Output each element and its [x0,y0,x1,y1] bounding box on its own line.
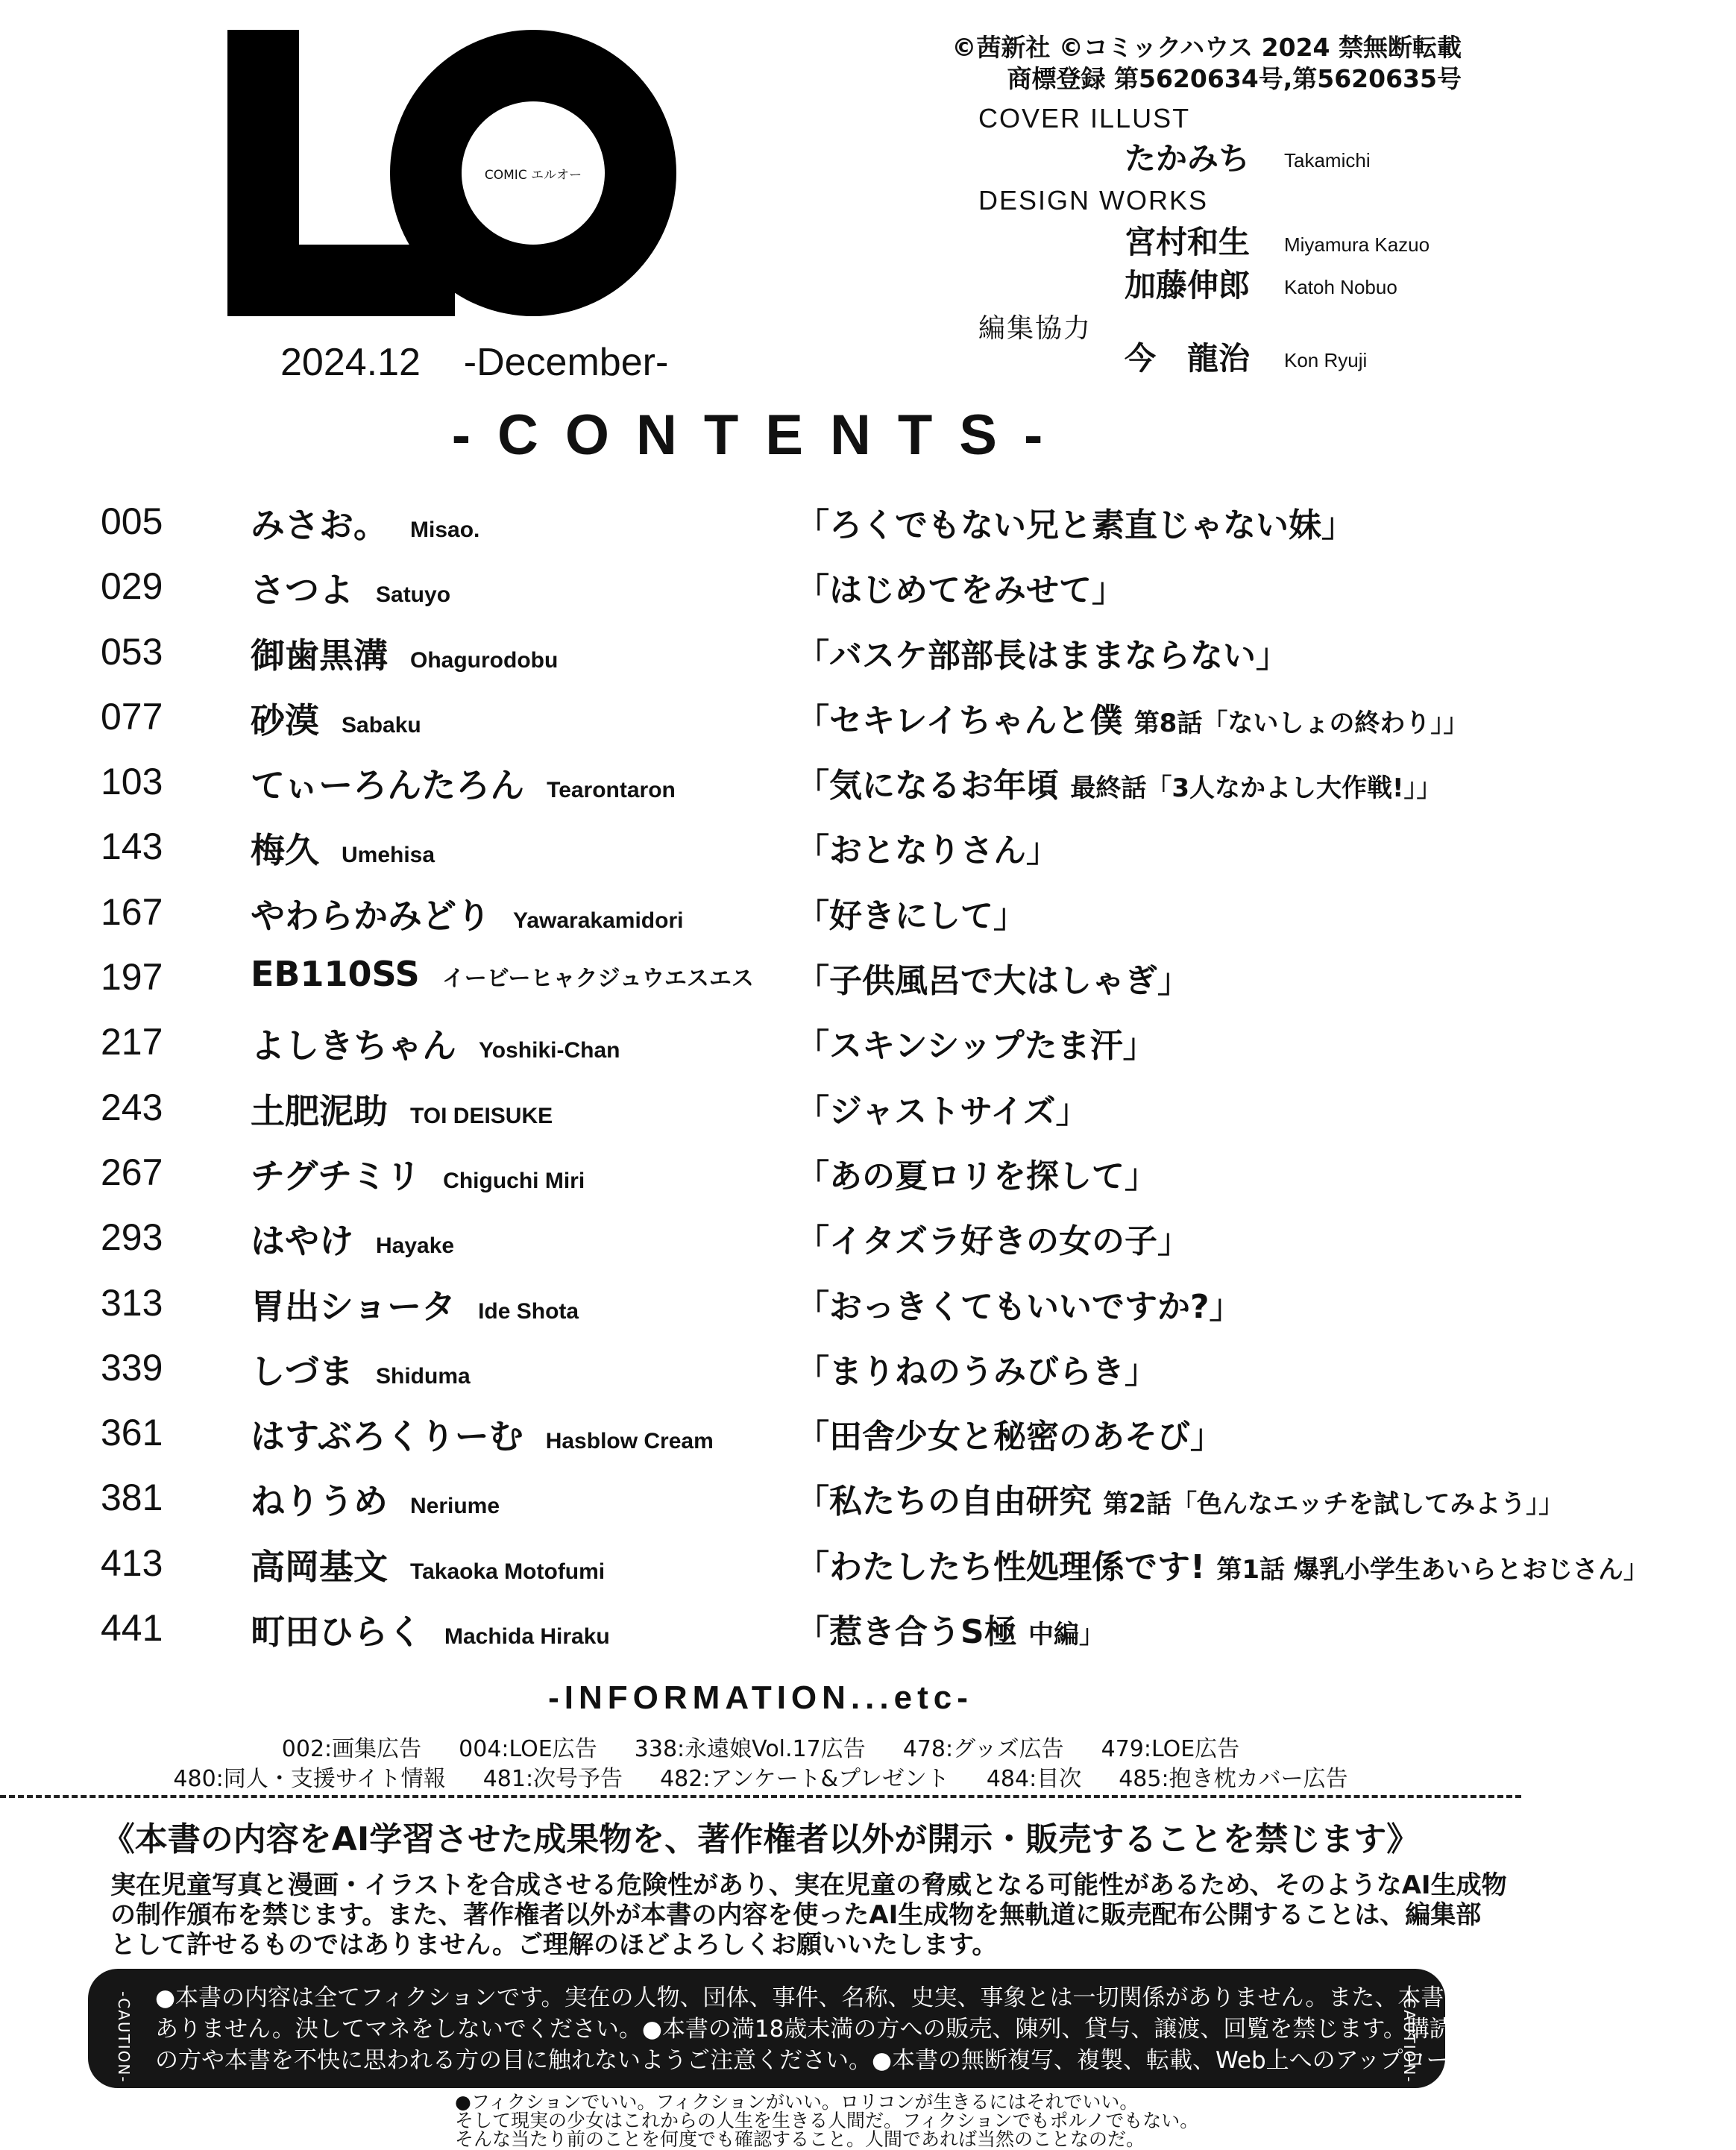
toc-title-sub: 第2話「色んなエッチを試してみよう」」 [1103,1489,1564,1520]
toc-author-name: さつよ [251,570,353,611]
information-line-2 [0,1760,1521,1793]
toc-title-main: 「あの夏ロリを探して」 [796,1157,1157,1195]
toc-page-number: 441 [101,1607,163,1650]
toc-title [796,1280,1242,1327]
information-item: 484:目次 [986,1766,1082,1792]
toc-row [0,1013,1521,1078]
toc-author [251,498,479,547]
toc-author-name: はやけ [251,1221,353,1262]
footer-note [455,2093,1201,2149]
toc-title [796,1345,1157,1392]
toc-author-name: てぃーろんたろん [251,765,525,806]
toc-row [0,1274,1521,1339]
information-item: 481:次号予告 [482,1766,623,1792]
information-item: 482:アンケート&プレゼント [660,1766,949,1792]
toc-page-number: 313 [101,1281,163,1324]
toc-page-number: 361 [101,1412,163,1454]
table-of-contents [0,492,1649,1664]
toc-row [0,1468,1564,1533]
information-item: 480:同人・支援サイト情報 [173,1766,446,1792]
toc-author [251,954,754,994]
toc-title-main: 「おとなりさん」 [796,832,1059,870]
ai-notice-body [110,1870,1507,1960]
toc-author [251,1149,585,1198]
ai-notice-heading: 《本書の内容をAI学習させた成果物を、著作権者以外が開示・販売することを禁じます》 [101,1820,1420,1858]
credit-design-name-1: 宮村和生 [1125,224,1251,260]
toc-title-main: 「はじめてをみせて」 [796,571,1125,610]
toc-title [796,823,1059,871]
toc-author [251,889,683,938]
toc-title [796,1540,1649,1588]
toc-title-main: 「わたしたち性処理係です! [796,1547,1217,1586]
toc-author-name: しづま [251,1351,353,1392]
caution-line: ありません。決してマネをしないでください。●本書の満18歳未満の方への販売、陳列、貸与、譲渡、回覧を禁じます。購読、保管される際は18歳未満 [155,2016,1736,2043]
toc-title-sub: 第8話「ないしょの終わり」」 [1133,708,1469,738]
toc-title [796,498,1354,546]
toc-author-roman: Sabaku [342,712,421,738]
toc-author [251,758,676,808]
toc-row [0,948,1521,1013]
toc-author-roman: Hasblow Cream [545,1429,714,1454]
toc-page-number: 293 [101,1216,163,1259]
credit-design-roman-1: Miyamura Kazuo [1284,233,1430,256]
contents-title: -CONTENTS- [451,403,1070,467]
toc-author-roman: Hayake [376,1233,455,1259]
credit-edit-roman: Kon Ryuji [1284,349,1368,371]
toc-author [251,1214,454,1263]
toc-page-number: 005 [101,500,163,542]
information-item: 002:画集広告 [281,1736,422,1762]
footer-note-line: そして現実の少女はこれからの人生を生きる人間だ。フィクションでもポルノでもない。 [455,2110,1199,2131]
toc-author [251,1280,579,1329]
toc-author [251,1605,610,1654]
credit-edit-name: 今 龍治 [1125,340,1251,377]
toc-row [0,1339,1521,1404]
trademark-line: 商標登録 第5620634号,第5620635号 [1007,64,1462,93]
caution-side-label-left: -CAUTION- [115,1991,133,2084]
toc-author-roman: イービーヒャクジュウエスエス [441,966,754,992]
toc-title-main: 「子供風呂で大はしゃぎ」 [796,962,1190,1001]
toc-page-number: 339 [101,1346,163,1389]
information-item: 478:グッズ広告 [902,1736,1064,1762]
toc-title [796,694,1468,741]
toc-author-roman: Ide Shota [478,1298,579,1324]
toc-row [0,883,1521,948]
credit-design-role: DESIGN WORKS [978,185,1209,216]
credit-design-name-2: 加藤伸郎 [1125,267,1251,304]
toc-row [0,817,1521,882]
toc-author-roman: Ohagurodobu [410,647,559,673]
credit-cover-role: COVER ILLUST [978,103,1191,133]
toc-author [251,1084,553,1134]
toc-page-number: 029 [101,565,163,608]
toc-title [796,1605,1104,1653]
toc-title-sub: 中編」 [1028,1620,1105,1650]
toc-title [796,629,1289,676]
toc-author-name: よしきちゃん [251,1025,456,1066]
credit-edit-role: 編集協力 [978,312,1092,343]
toc-author-name: 胃出ショータ [251,1286,456,1327]
toc-author-roman: TOI DEISUKE [410,1103,553,1128]
toc-title-main: 「惹き合うS極 [796,1613,1029,1652]
toc-title [796,758,1442,806]
toc-row [0,1534,1649,1599]
toc-page-number: 217 [101,1021,163,1063]
toc-row [0,492,1521,557]
toc-author [251,823,435,873]
toc-author-name: 梅久 [251,830,319,871]
toc-page-number: 267 [101,1151,163,1193]
toc-author [251,629,558,678]
toc-title-main: 「バスケ部部長はままならない」 [796,636,1289,675]
toc-row [0,1078,1521,1143]
information-item: 479:LOE広告 [1101,1736,1240,1762]
toc-row [0,1143,1521,1208]
toc-title [796,954,1190,1002]
toc-author-name: 町田ひらく [251,1612,422,1653]
toc-author-roman: Yoshiki-Chan [479,1038,620,1063]
toc-title-main: 「セキレイちゃんと僕 [796,701,1134,740]
toc-author [251,1019,620,1068]
toc-author-roman: Machida Hiraku [444,1624,610,1650]
ai-notice-line: として許せるものではありません。ご理解のほどよろしくお願いいたします。 [110,1930,998,1960]
toc-page-number: 167 [101,890,163,933]
toc-author-roman: Yawarakamidori [513,908,684,933]
information-line-1 [0,1730,1521,1763]
ai-notice-line: の制作頒布を禁じます。また、著作権者以外が本書の内容を使ったAI生成物を無軌道に販売配布公開することは、編集部 [110,1900,1482,1930]
toc-page-number: 197 [101,956,163,999]
toc-title [796,1019,1156,1066]
toc-title-main: 「気になるお年頃 [796,767,1071,805]
information-item: 004:LOE広告 [459,1736,597,1762]
toc-row [0,557,1521,622]
toc-title-main: 「スキンシップたま汗」 [796,1027,1156,1066]
toc-author-roman: Satuyo [376,582,451,608]
toc-row [0,623,1521,688]
toc-title-main: 「ジャストサイズ」 [796,1092,1089,1131]
toc-author-name: ねりうめ [251,1481,388,1522]
toc-title [796,1474,1564,1522]
toc-author [251,1409,714,1459]
caution-line: ●本書の内容は全てフィクションです。実在の人物、団体、事件、名称、史実、事象とは一切関係がありません。また、本書は犯罪を教唆するものでは [155,1984,1722,2011]
caution-side-label-right: -CAUTION- [1400,1991,1418,2084]
footer-note-line: ●フィクションでいい。フィクションがいい。ロリコンが生きるにはそれでいい。 [455,2091,1139,2113]
toc-title-main: 「ろくでもない兄と素直じゃない妹」 [796,506,1354,544]
toc-title [796,1214,1190,1262]
toc-row [0,1404,1521,1468]
toc-page-number: 053 [101,630,163,673]
toc-author-name: やわらかみどり [251,895,491,936]
toc-author-roman: Neriume [410,1494,500,1519]
toc-title [796,1149,1157,1197]
toc-author-roman: Chiguchi Miri [443,1168,585,1193]
toc-title-main: 「イタズラ好きの女の子」 [796,1222,1190,1261]
ai-notice-line: 実在児童写真と漫画・イラストを合成させる危険性があり、実在児童の脅威となる可能性があるため、そのようなAI生成物 [110,1870,1507,1900]
toc-author [251,1540,605,1589]
toc-author-name: 高岡基文 [251,1546,388,1587]
toc-author-name: みさお。 [251,505,388,545]
credit-design-roman-2: Katoh Nobuo [1284,276,1397,298]
toc-title-main: 「私たちの自由研究 [796,1483,1104,1521]
toc-author-name: チグチミリ [251,1155,421,1196]
toc-title [796,1409,1223,1457]
toc-author-roman: Misao. [410,518,480,542]
toc-page-number: 381 [101,1477,163,1519]
toc-author-name: EB110SS [251,954,420,995]
toc-author-roman: Tearontaron [547,778,676,803]
toc-row [0,688,1521,752]
logo-letter-o [390,30,676,316]
toc-author-name: 御歯黒溝 [251,635,388,676]
toc-title [796,563,1125,611]
dashed-divider [0,1795,1521,1798]
toc-author-name: 砂漠 [251,700,319,741]
toc-title-sub: 最終話「3人なかよし大作戦!」」 [1070,773,1442,804]
toc-title-main: 「まりねのうみびらき」 [796,1352,1157,1391]
toc-page-number: 143 [101,826,163,868]
toc-row [0,1599,1521,1664]
caution-line: の方や本書を不快に思われる方の目に触れないようご注意ください。●本書の無断複写、複製、転載、Web上へのアップロードを禁じます。 [155,2047,1609,2074]
toc-title-main: 「好きにして」 [796,896,1026,935]
toc-page-number: 077 [101,695,163,738]
toc-author [251,1474,500,1524]
toc-page-number: 413 [101,1541,163,1584]
toc-title [796,1084,1089,1132]
caution-box [88,1969,1736,2088]
toc-title [796,889,1026,937]
information-title: -INFORMATION...etc- [548,1679,973,1716]
issue-date: 2024.12 -December- [280,341,669,384]
toc-title-sub: 第1話 爆乳小学生あいらとおじさん」 [1216,1554,1649,1585]
copyright-line: ©茜新社 ©コミックハウス 2024 禁無断転載 [952,33,1462,62]
footer-note-line: そんな当たり前のことを何度でも確認すること。人間であれば当然のことなのだ。 [455,2128,1145,2150]
toc-row [0,752,1521,817]
information-item: 485:抱き枕カバー広告 [1119,1766,1348,1792]
credit-cover-roman: Takamichi [1284,149,1371,172]
toc-author [251,1345,471,1394]
toc-page-number: 103 [101,761,163,803]
toc-author-roman: Takaoka Motofumi [410,1559,606,1584]
toc-author [251,563,450,612]
toc-author-name: はすぶろくりーむ [251,1416,523,1457]
toc-author [251,694,421,743]
credit-cover-name: たかみち [1125,140,1251,177]
toc-row [0,1208,1521,1273]
toc-title-main: 「おっきくてもいいですか?」 [796,1287,1242,1326]
toc-author-roman: Shiduma [376,1363,471,1389]
toc-author-name: 土肥泥助 [251,1090,388,1131]
toc-page-number: 243 [101,1086,163,1128]
logo-subtitle: COMIC エルオー [462,101,605,245]
information-item: 338:永遠娘Vol.17広告 [634,1736,866,1762]
toc-title-main: 「田舎少女と秘密のあそび」 [796,1418,1223,1456]
toc-author-roman: Umehisa [342,843,435,868]
